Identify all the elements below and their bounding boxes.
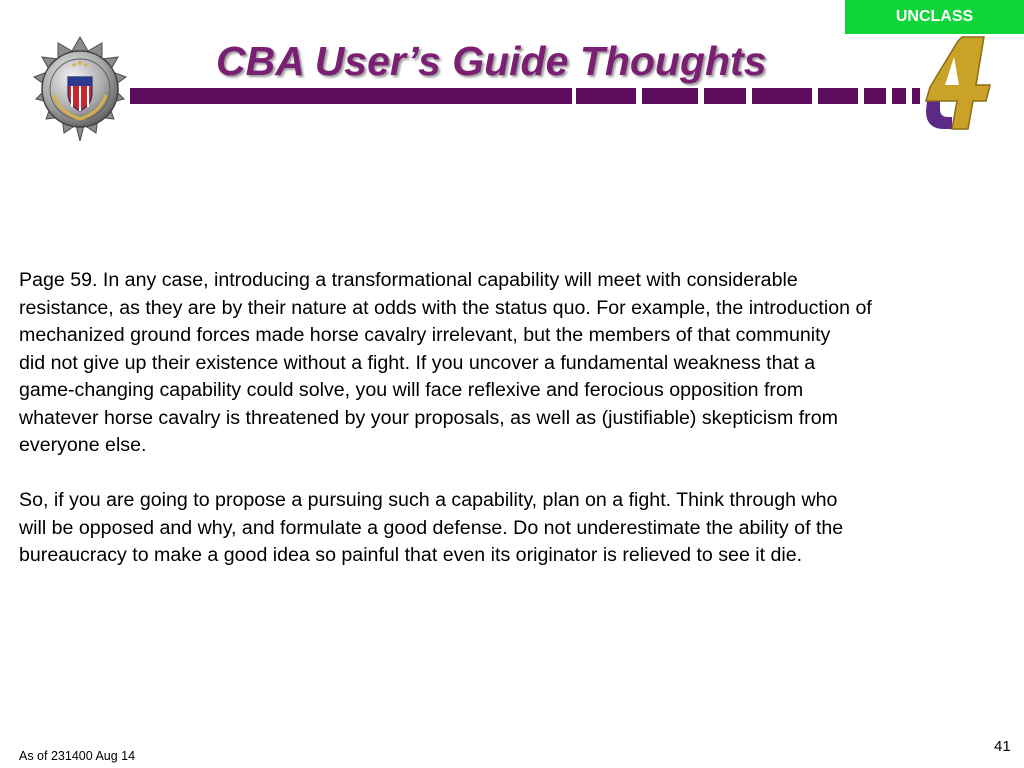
body-paragraph: Page 59. In any case, introducing a transformational capability will meet with considerable resistance, as they are by their nature at odds with the status quo. For example, the introduction of mechanized ground forces made horse cavalry irrelevant, but the members of that community did not give up their existence without a fight. If you uncover a fundamental weakness that a game-changing capability could solve, you will face reflexive and ferocious opposition from whatever horse cavalry is threatened by your proposals, as well as (justifiable) skepticism from everyone else. — [19, 269, 872, 456]
title-underline — [130, 88, 572, 104]
body-paragraph: So, if you are going to propose a pursuing such a capability, plan on a fight. Think through who will be opposed and why, and formulate a good defense. Do not underestimate the ability of the bureaucracy to make a good idea so painful that even its originator is relieved to see it die. — [19, 489, 844, 566]
title-underline-dashes — [576, 88, 926, 104]
page-number: 41 — [994, 738, 1011, 755]
classification-label: UNCLASS — [895, 8, 974, 25]
j4-logo-icon — [918, 35, 998, 131]
slide-body — [19, 267, 1021, 570]
as-of-date: As of 231400 Aug 14 — [19, 749, 136, 763]
classification-badge — [845, 0, 1024, 34]
slide-title: CBA User’s Guide Thoughts — [216, 38, 767, 84]
joint-chiefs-seal-icon — [30, 33, 130, 145]
